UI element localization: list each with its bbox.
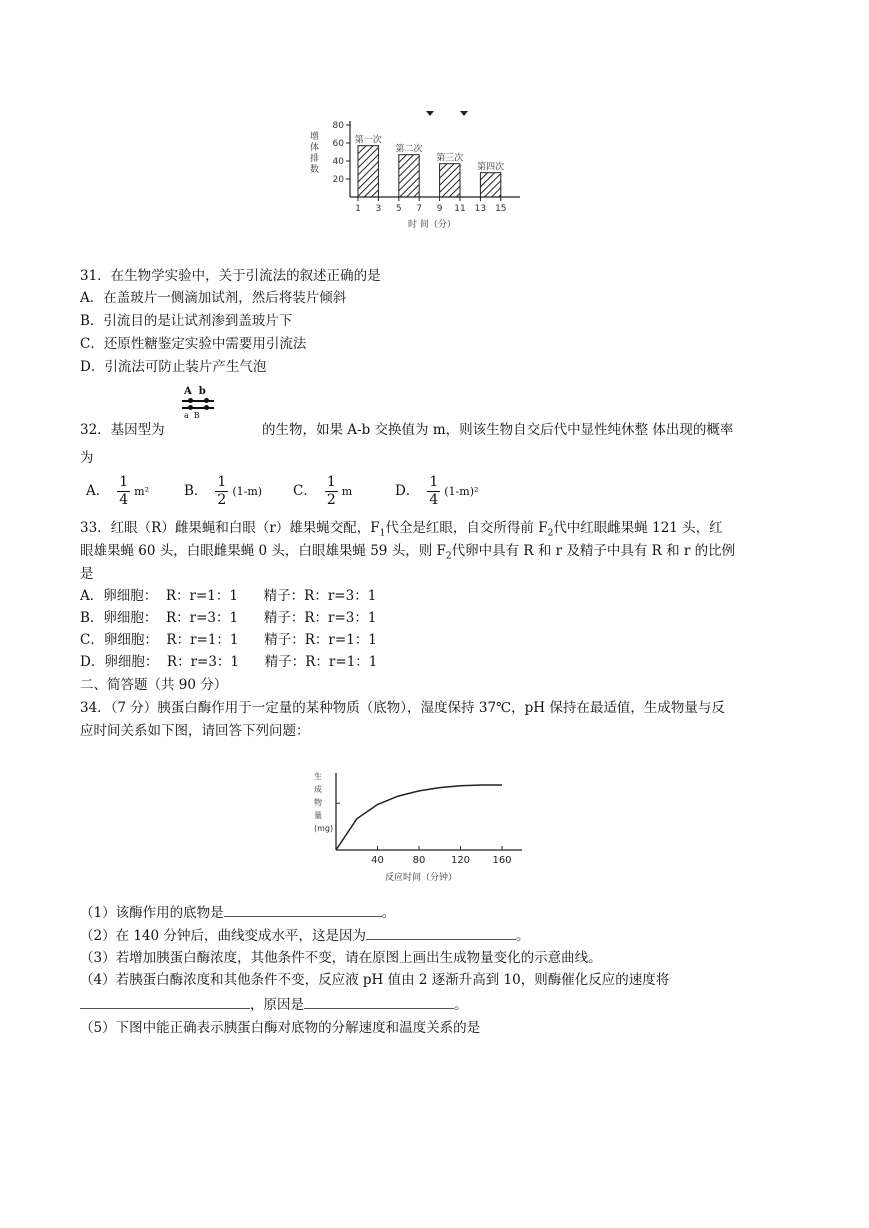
bar-ytick-label: 40 [332,157,344,167]
bar-label: 第一次 [354,135,382,146]
q33-line-2: 眼雄果蝇 60 头，白眼雌果蝇 0 头，白眼雄果蝇 59 头，则 $F_2$代卵中具有 R 和 r 及精子中具有 R 和 r 的比例 [80,543,736,562]
q34-sub-5: （5）下图中能正确表示胰蛋白酶对底物的分解速度和温度关系的是 [80,1020,481,1036]
bar [440,164,460,197]
answer-blank-4[interactable] [304,994,454,1009]
q34-sub-2: （2）在 140 分钟后，曲线变成水平，这是因为 。 [80,925,529,946]
section-heading: 二、简答题（共 90 分） [80,677,228,693]
bar-xtick-label: 15 [495,204,507,214]
bar-xtick-label: 1 [355,204,361,214]
bar-ytick-label: 80 [332,121,344,131]
bar-xtick-label: 5 [395,204,402,214]
genotype-figure [180,386,220,428]
q32-stem-2: 为 [80,450,94,466]
answer-blank-2[interactable] [366,925,516,940]
q33-option-c: C．卵细胞： R：r=1：1 精子：R：r=1：1 [80,632,377,648]
bar [358,146,378,197]
q32-option-d: D． $\frac{1}{4}$ (1-m)² [395,474,479,508]
curve-chart [300,765,530,890]
curve-ylabel: 生成物量(mg) [314,772,334,833]
q31-option-d: D．引流法可防止装片产生气泡 [80,359,267,375]
bar-ytick-label: 60 [332,139,344,149]
bar-ytick-label: 20 [332,175,344,185]
bar-xtick-label: 11 [454,204,466,214]
bar-label: 第三次 [436,153,464,164]
bar-label: 第四次 [477,162,505,173]
curve-xtick-label: 120 [450,855,471,866]
q32-prefix: 32．基因型为 [80,422,165,438]
top-mark-right [460,111,468,116]
bar-xtick-label: 3 [375,204,382,214]
q34-sub-4-line-2: ，原因是 。 [80,994,468,1015]
q31-option-b: B．引流目的是让试剂渗到盖玻片下 [80,313,293,329]
curve-xtick-label: 40 [371,855,384,866]
q33-option-a: A．卵细胞： R：r=1：1 精子：R：r=3：1 [80,588,377,604]
q33-line-1: 33．红眼（R）雌果蝇和白眼（r）雄果蝇交配，$F_1$代全是红眼，自交所得前 $F_2$代中红眼雌果蝇 121 头，红 [80,520,723,539]
q33-option-b: B．卵细胞： R：r=3：1 精子：R：r=3：1 [80,610,377,626]
answer-blank-1[interactable] [224,902,382,917]
q32-option-b: B． $\frac{1}{2}$ (1-m) [184,474,263,508]
q33-option-d: D．卵细胞： R：r=3：1 精子：R：r=1：1 [80,654,378,670]
bar-xtick-label: 13 [474,204,487,214]
bar [480,173,500,197]
bar [399,155,419,197]
q34-sub-1: （1）该酶作用的底物是 。 [80,902,395,923]
answer-blank-3[interactable] [80,994,250,1009]
q34-sub-4-line-1: （4）若胰蛋白酶浓度和其他条件不变，反应液 pH 值由 2 逐渐升高到 10，则酶催化反应的速度将 [80,972,670,988]
q32-option-a: A． $\frac{1}{4}$ m² [86,474,150,508]
bar-xtick-label: 9 [436,204,443,214]
q34-sub-3: （3）若增加胰蛋白酶浓度，其他条件不变，请在原图上画出生成物量变化的示意曲线。 [80,950,602,966]
bar-ylabel: 增体排数 [310,132,320,175]
curve-series-line [336,785,502,850]
curve-xlabel: 反应时间（分钟） [385,873,458,883]
bar-xlabel: 时 间（分） [408,220,456,230]
curve-xtick-label: 80 [412,855,426,866]
bar-chart [300,105,530,235]
q31-option-c: C．还原性糖鉴定实验中需要用引流法 [80,336,307,352]
q32-stem: 的生物，如果 A-b 交换值为 m，则该生物自交后代中显性纯休整 体出现的概率 [262,422,734,438]
bar-xtick-label: 7 [416,204,423,214]
curve-xtick-label: 160 [492,855,512,866]
q34-line-2: 应时间关系如下图，请回答下列问题： [80,723,310,739]
bar-label: 第二次 [395,144,423,155]
top-mark-left [426,111,434,116]
genotype-top: A b [184,386,206,397]
q33-line-3: 是 [80,566,94,582]
genotype-bottom: a B [184,411,200,420]
q31-option-a: A．在盖玻片一侧滴加试剂，然后将装片倾斜 [80,290,347,306]
q31-stem: 31．在生物学实验中，关于引流法的叙述正确的是 [80,268,381,284]
q34-line-1: 34．（7 分）胰蛋白酶作用于一定量的某种物质（底物），湿度保持 37℃，pH 保持在最适值，生成物量与反 [80,700,725,716]
q32-option-c: C． $\frac{1}{2}$ m [293,474,353,508]
